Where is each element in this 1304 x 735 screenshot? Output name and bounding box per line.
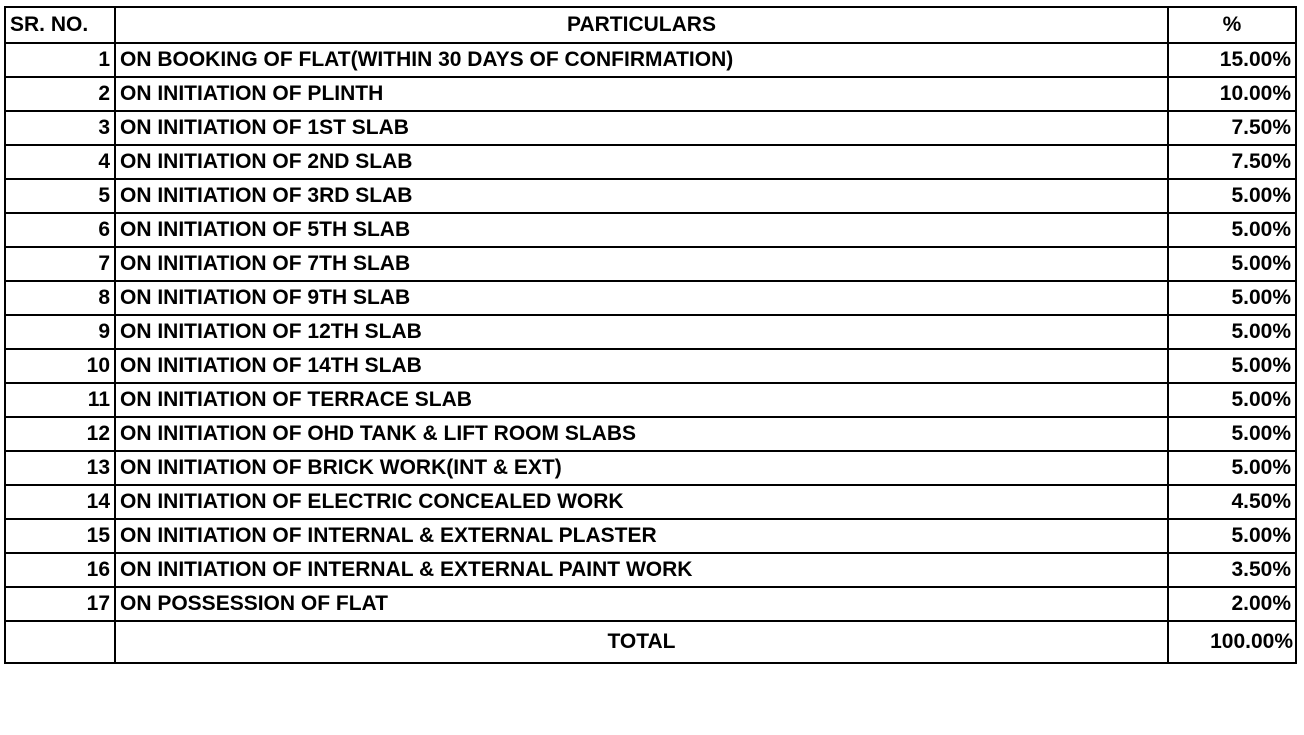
- percent-cell: 5.00%: [1168, 417, 1296, 451]
- percent-cell: 5.00%: [1168, 281, 1296, 315]
- particulars-cell: ON INITIATION OF 2ND SLAB: [115, 145, 1168, 179]
- sr-no-cell: 1: [5, 43, 115, 77]
- percent-cell: 5.00%: [1168, 315, 1296, 349]
- sr-no-cell: 17: [5, 587, 115, 621]
- table-row: [5, 553, 1296, 587]
- table-row: [5, 485, 1296, 519]
- total-row: [5, 621, 1296, 663]
- percent-cell: 5.00%: [1168, 383, 1296, 417]
- sr-no-cell: 15: [5, 519, 115, 553]
- particulars-cell: ON INITIATION OF TERRACE SLAB: [115, 383, 1168, 417]
- table-row: [5, 519, 1296, 553]
- sr-no-cell: 7: [5, 247, 115, 281]
- table-row: [5, 315, 1296, 349]
- table-row: [5, 383, 1296, 417]
- sr-no-cell: 4: [5, 145, 115, 179]
- percent-cell: 5.00%: [1168, 349, 1296, 383]
- particulars-cell: ON INITIATION OF PLINTH: [115, 77, 1168, 111]
- particulars-cell: ON INITIATION OF 9TH SLAB: [115, 281, 1168, 315]
- particulars-cell: ON INITIATION OF OHD TANK & LIFT ROOM SLABS: [115, 417, 1168, 451]
- total-percent: 100.00%: [1168, 621, 1296, 663]
- particulars-cell: ON INITIATION OF INTERNAL & EXTERNAL PAINT WORK: [115, 553, 1168, 587]
- payment-schedule-table: [4, 6, 1297, 664]
- particulars-cell: ON INITIATION OF 1ST SLAB: [115, 111, 1168, 145]
- header-percent: %: [1168, 7, 1296, 43]
- percent-cell: 4.50%: [1168, 485, 1296, 519]
- sr-no-cell: 14: [5, 485, 115, 519]
- percent-cell: 3.50%: [1168, 553, 1296, 587]
- table-row: [5, 451, 1296, 485]
- table-row: [5, 179, 1296, 213]
- table-row: [5, 417, 1296, 451]
- header-row: [5, 7, 1296, 43]
- particulars-cell: ON INITIATION OF 3RD SLAB: [115, 179, 1168, 213]
- sr-no-cell: 9: [5, 315, 115, 349]
- particulars-cell: ON BOOKING OF FLAT(WITHIN 30 DAYS OF CONFIRMATION): [115, 43, 1168, 77]
- percent-cell: 15.00%: [1168, 43, 1296, 77]
- total-sr-empty-cell: [5, 621, 115, 663]
- percent-cell: 10.00%: [1168, 77, 1296, 111]
- table-row: [5, 77, 1296, 111]
- particulars-cell: ON INITIATION OF BRICK WORK(INT & EXT): [115, 451, 1168, 485]
- total-label: TOTAL: [115, 621, 1168, 663]
- table-row: [5, 213, 1296, 247]
- table-row: [5, 349, 1296, 383]
- table-row: [5, 111, 1296, 145]
- particulars-cell: ON INITIATION OF 12TH SLAB: [115, 315, 1168, 349]
- percent-cell: 7.50%: [1168, 145, 1296, 179]
- table-row: [5, 43, 1296, 77]
- table-row: [5, 247, 1296, 281]
- header-particulars: PARTICULARS: [115, 7, 1168, 43]
- sr-no-cell: 16: [5, 553, 115, 587]
- percent-cell: 7.50%: [1168, 111, 1296, 145]
- sr-no-cell: 11: [5, 383, 115, 417]
- percent-cell: 5.00%: [1168, 519, 1296, 553]
- particulars-cell: ON INITIATION OF 5TH SLAB: [115, 213, 1168, 247]
- sr-no-cell: 2: [5, 77, 115, 111]
- sr-no-cell: 3: [5, 111, 115, 145]
- sr-no-cell: 13: [5, 451, 115, 485]
- particulars-cell: ON INITIATION OF ELECTRIC CONCEALED WORK: [115, 485, 1168, 519]
- particulars-cell: ON INITIATION OF INTERNAL & EXTERNAL PLASTER: [115, 519, 1168, 553]
- percent-cell: 5.00%: [1168, 179, 1296, 213]
- sr-no-cell: 8: [5, 281, 115, 315]
- header-sr-no: SR. NO.: [5, 7, 115, 43]
- particulars-cell: ON INITIATION OF 14TH SLAB: [115, 349, 1168, 383]
- percent-cell: 5.00%: [1168, 213, 1296, 247]
- particulars-cell: ON POSSESSION OF FLAT: [115, 587, 1168, 621]
- percent-cell: 5.00%: [1168, 451, 1296, 485]
- sr-no-cell: 10: [5, 349, 115, 383]
- table-row: [5, 145, 1296, 179]
- sr-no-cell: 6: [5, 213, 115, 247]
- percent-cell: 5.00%: [1168, 247, 1296, 281]
- table-row: [5, 587, 1296, 621]
- percent-cell: 2.00%: [1168, 587, 1296, 621]
- particulars-cell: ON INITIATION OF 7TH SLAB: [115, 247, 1168, 281]
- sr-no-cell: 5: [5, 179, 115, 213]
- sr-no-cell: 12: [5, 417, 115, 451]
- table-row: [5, 281, 1296, 315]
- payment-schedule-sheet: [4, 6, 1297, 664]
